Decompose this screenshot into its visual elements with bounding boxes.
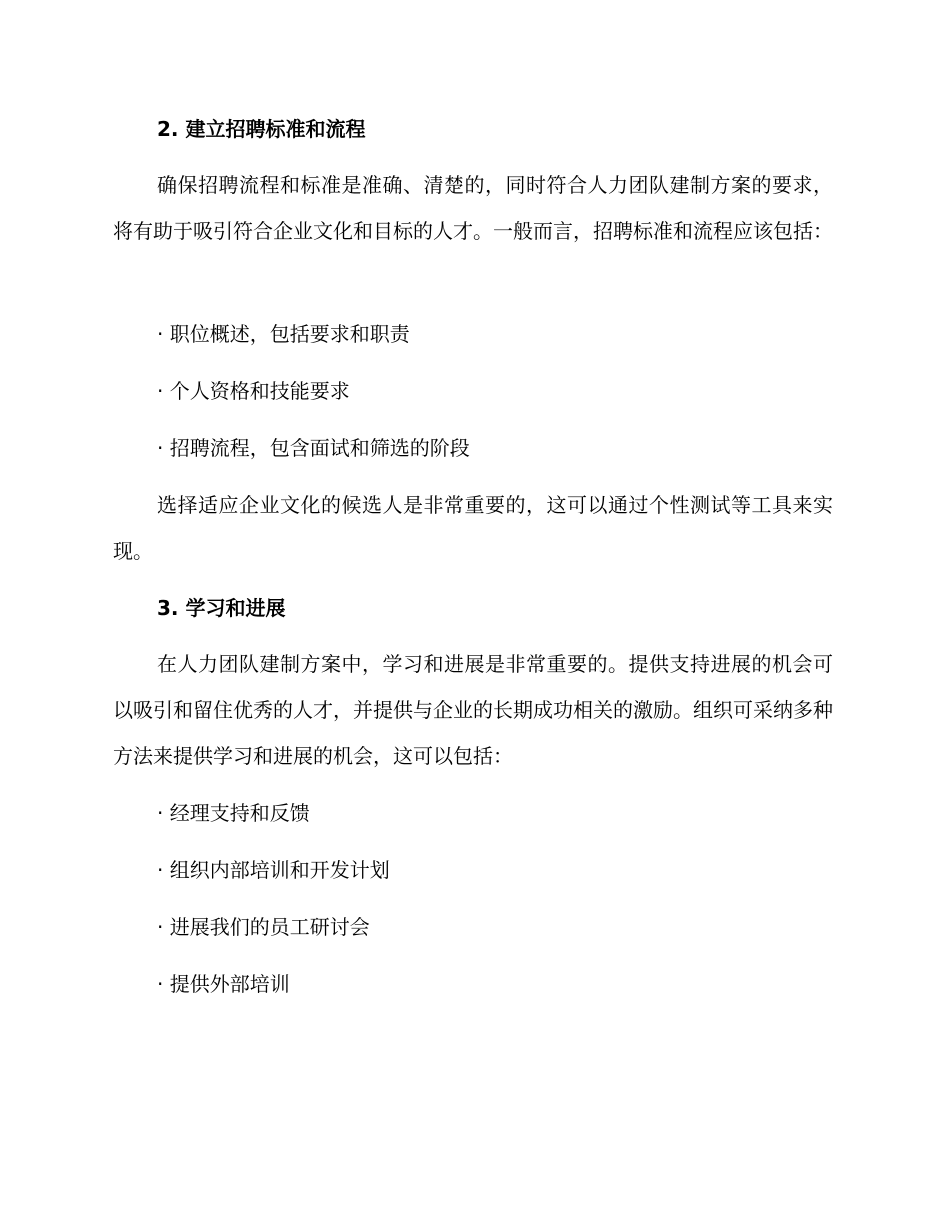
section-3-bullet-3: · 进展我们的员工研讨会 — [157, 915, 370, 939]
section-2-heading: 2. 建立招聘标准和流程 — [157, 117, 366, 141]
section-2-intro-paragraph: 确保招聘流程和标准是准确、清楚的，同时符合人力团队建制方案的要求，将有助于吸引符合企业文化和目标的人才。一般而言，招聘标准和流程应该包括： — [113, 173, 833, 243]
section-2-bullet-1: · 职位概述，包括要求和职责 — [157, 322, 410, 346]
section-3-intro-paragraph: 在人力团队建制方案中，学习和进展是非常重要的。提供支持进展的机会可以吸引和留住优秀的人才，并提供与企业的长期成功相关的激励。组织可采纳多种方法来提供学习和进展的机会，这可以包括： — [113, 652, 833, 768]
section-2-bullet-2: · 个人资格和技能要求 — [157, 379, 350, 403]
section-3-heading: 3. 学习和进展 — [157, 596, 286, 620]
section-3-bullet-1: · 经理支持和反馈 — [157, 801, 310, 825]
section-3-bullet-4: · 提供外部培训 — [157, 972, 290, 996]
section-2-closing-paragraph: 选择适应企业文化的候选人是非常重要的，这可以通过个性测试等工具来实现。 — [113, 493, 833, 563]
section-3-bullet-2: · 组织内部培训和开发计划 — [157, 858, 390, 882]
section-2-bullet-3: · 招聘流程，包含面试和筛选的阶段 — [157, 436, 470, 460]
